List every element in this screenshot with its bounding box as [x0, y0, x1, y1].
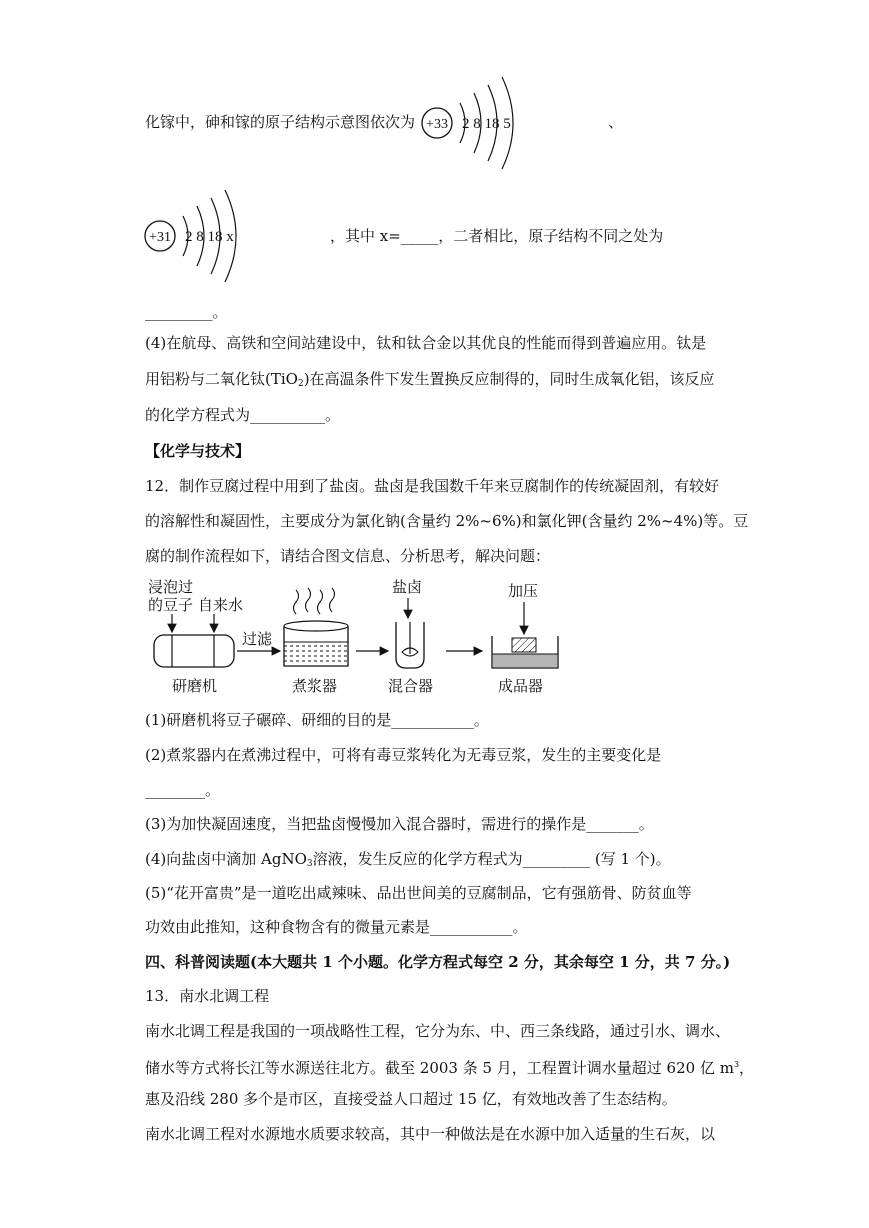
- product-box-tofu: [492, 654, 558, 668]
- product-press-plate: [512, 638, 536, 652]
- gallium-shell-electrons: 2 8 18 x: [185, 229, 234, 245]
- grinder-shape: [154, 635, 234, 667]
- grinder-label: 研磨机: [172, 677, 218, 695]
- pressure-label: 加压: [508, 582, 539, 600]
- filter-label: 过滤: [242, 630, 273, 648]
- q11-line2: ，其中 x=_____，二者相比，原子结构不同之处为: [330, 227, 664, 245]
- q11-line1-prefix: 化镓中，砷和镓的原子结构示意图依次为: [145, 113, 416, 131]
- gallium-nucleus-label: +31: [149, 230, 171, 245]
- q12-subquestion-5-line2: 功效由此推知，这种食物含有的微量元素是___________。: [145, 918, 528, 936]
- q11-line3: _________。: [145, 303, 228, 321]
- q12-intro-line3: 腐的制作流程如下，请结合图文信息、分析思考，解决问题：: [145, 547, 551, 565]
- q12-intro-line1: 12．制作豆腐过程中用到了盐卤。盐卤是我国数千年来豆腐制作的传统凝固剂，有较好: [145, 477, 720, 495]
- input-tap-water: 自来水: [198, 596, 244, 614]
- q12-subquestion-4: (4)向盐卤中滴加 AgNO$_3$溶液，发生反应的化学方程式为_________ (写 1 个)。: [145, 850, 671, 869]
- steam-wisp-2: [306, 588, 311, 612]
- q13-paragraph1-line2: 储水等方式将长江等水源送往北方。截至 2003 条 5 月，工程置计调水量超过 620 亿 $m^3$，: [145, 1059, 755, 1077]
- section-heading-4: 四、科普阅读题(本大题共 1 个小题。化学方程式每空 2 分，其余每空 1 分，共 7 分。): [145, 953, 731, 971]
- q13-paragraph2-line1: 南水北调工程对水源地水质要求较高，其中一种做法是在水源中加入适量的生石灰，以: [145, 1125, 716, 1143]
- input-soaked-beans-line1: 浸泡过: [148, 578, 194, 596]
- steam-wisp-1: [294, 590, 299, 614]
- q11-part4-line3: 的化学方程式为__________。: [145, 406, 341, 424]
- arsenic-shell-electrons: 2 8 18 5: [462, 116, 511, 132]
- product-label: 成品器: [498, 677, 544, 695]
- brine-label: 盐卤: [392, 578, 423, 596]
- tofu-process-diagram: [140, 574, 580, 698]
- q12-subquestion-5-line1: (5)“花开富贵”是一道吃出咸辣味、品出世间美的豆腐制品，它有强筋骨、防贫血等: [145, 884, 692, 902]
- boiler-label: 煮浆器: [292, 677, 338, 695]
- steam-wisp-3: [318, 590, 323, 614]
- steam-wisp-4: [330, 588, 335, 612]
- q13-paragraph1-line3: 惠及沿线 280 多个是市区，直接受益人口超过 15 亿，有效地改善了生态结构。: [145, 1090, 677, 1108]
- gallium-atom-diagram: [143, 188, 253, 286]
- q12-subquestion-2-line2: ________。: [145, 781, 221, 799]
- boiler-top: [284, 621, 348, 631]
- q12-subquestion-1: (1)研磨机将豆子碾碎、研细的目的是___________。: [145, 711, 489, 729]
- input-soaked-beans-line2: 的豆子: [148, 596, 194, 614]
- section-heading-tech: 【化学与技术】: [145, 442, 251, 460]
- boiler-liquid: [284, 642, 348, 666]
- q11-part4-line2: 用铝粉与二氧化钛(TiO$_2$)在高温条件下发生置换反应制得的，同时生成氧化铝，该反应: [145, 370, 715, 389]
- arsenic-atom-diagram: [418, 75, 528, 173]
- q13-title: 13．南水北调工程: [145, 987, 270, 1005]
- q12-intro-line2: 的溶解性和凝固性，主要成分为氯化钠(含量约 2%~6%)和氯化钾(含量约 2%~4%)等。豆: [145, 512, 749, 530]
- q11-line1: [145, 112, 415, 132]
- mixer-label: 混合器: [388, 677, 434, 695]
- q12-subquestion-3: (3)为加快凝固速度，当把盐卤慢慢加入混合器时，需进行的操作是_______。: [145, 815, 654, 833]
- q11-line1-separator: 、: [608, 113, 624, 131]
- q11-part4-line1: (4)在航母、高铁和空间站建设中，钛和钛合金以其优良的性能而得到普遍应用。钛是: [145, 334, 707, 352]
- arsenic-nucleus-label: +33: [426, 117, 448, 132]
- q12-subquestion-2-line1: (2)煮浆器内在煮沸过程中，可将有毒豆浆转化为无毒豆浆，发生的主要变化是: [145, 746, 662, 764]
- q13-paragraph1-line1: 南水北调工程是我国的一项战略性工程，它分为东、中、西三条线路，通过引水、调水、: [145, 1022, 731, 1040]
